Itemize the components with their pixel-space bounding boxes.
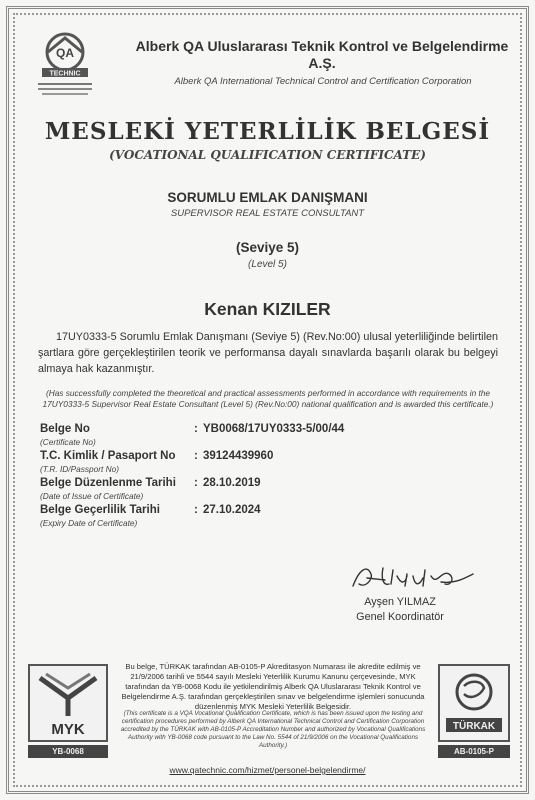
org-name-tr-line2: A.Ş. — [308, 55, 336, 71]
turkak-emblem-icon — [440, 666, 508, 740]
turkak-code: AB-0105-P — [438, 745, 510, 758]
footer-legal-tr: Bu belge, TÜRKAK tarafından AB-0105-P Akreditasyon Numarası ile akredite edilmiş ve 21/9/2006 tarihli ve 5544 sayılı Mesleki Yeterlilik Kurumu Kanunu çerçevesinde, MYK tarafından da YB-0068 Kodu ile yetkilendirilmiş Alberk QA Uluslararası Teknik Kontrol ve Belgelendirme A.Ş. tarafından gerçekleştirilen sınav ve belgelendirme işlemleri sonucunda düzenlenmiş MYK Mesleki Yeterlilik Belgesidir. — [121, 662, 425, 711]
alberk-qa-technic-logo — [28, 28, 102, 100]
logo-text: TECHNIC — [49, 70, 81, 78]
field-label-en: (Expiry Date of Certificate) — [40, 518, 138, 528]
field-label-en: (Date of Issue of Certificate) — [40, 491, 144, 501]
field-colon: : — [194, 423, 198, 435]
field-value: YB0068/17UY0333-5/00/44 — [203, 423, 345, 435]
field-label: T.C. Kimlik / Pasaport No — [40, 450, 176, 462]
statement-tr: 17UY0333-5 Sorumlu Emlak Danışmanı (Seviye 5) (Rev.No:00) ulusal yeterliliğinde belirtilen şartlara göre gerçekleştirilen teorik ve performansa dayalı sınavlarda başarılı olarak bu belgeyi almaya hak kazanmıştır. — [38, 331, 498, 375]
footer-legal-en: (This certificate is a VQA Vocational Qualification Certificate, which is has been issued upon the testing and certification procedures performed by Alberk QA International Technical Control and Certification Corporation accredited by the TÜRKAK with AB-0105-P Accreditation Number and authorized by Vocational Qualifications Authority with YB-0068 code pursuant to the Law No. 5544 of 21/9/2006 on the Vocational Qualifications Authority.) — [120, 710, 426, 749]
turkak-logo-text: TÜRKAK — [452, 721, 496, 732]
myk-logo — [28, 664, 108, 742]
turkak-logo — [438, 664, 510, 742]
certificate-fields — [40, 423, 500, 531]
holder-name: Kenan KIZILER — [204, 299, 331, 319]
org-name-en: Alberk QA International Technical Control and Certification Corporation — [174, 76, 472, 87]
myk-logo-text: MYK — [51, 721, 85, 738]
field-colon: : — [194, 504, 198, 516]
website-link[interactable]: www.qatechnic.com/hizmet/personel-belgelendirme/ — [169, 765, 366, 775]
field-expiry-date — [40, 504, 500, 531]
field-value: 27.10.2024 — [203, 504, 261, 516]
handwritten-signature — [345, 560, 480, 594]
qualification-name-tr: SORUMLU EMLAK DANIŞMANI — [167, 190, 368, 205]
field-issue-date — [40, 477, 500, 504]
field-colon: : — [194, 477, 198, 489]
myk-emblem-icon — [30, 666, 106, 740]
field-label: Belge Geçerlilik Tarihi — [40, 504, 160, 516]
field-label-en: (T.R. ID/Passport No) — [40, 464, 119, 474]
certificate-subtitle: (VOCATIONAL QUALIFICATION CERTIFICATE) — [109, 148, 426, 162]
field-label: Belge Düzenlenme Tarihi — [40, 477, 176, 489]
qualification-name-en: SUPERVISOR REAL ESTATE CONSULTANT — [170, 208, 365, 219]
signatory-role: Genel Koordinatör — [356, 611, 444, 623]
field-value: 28.10.2019 — [203, 477, 261, 489]
statement-en: (Has successfully completed the theoretical and practical assessments performed in accordance with requirements in the 17UY0333-5 Supervisor Real Estate Consultant (Level 5) (Rev.No:00) national qualification and is awarded this certificate.) — [42, 388, 494, 409]
field-colon: : — [194, 450, 198, 462]
field-certificate-no — [40, 423, 500, 450]
field-value: 39124439960 — [203, 450, 274, 462]
field-label: Belge No — [40, 423, 90, 435]
org-name-tr — [132, 38, 512, 72]
org-name-tr-line1: Alberk QA Uluslararası Teknik Kontrol ve Belgelendirme — [135, 38, 509, 54]
certificate-title: MESLEKİ YETERLİLİK BELGESİ — [44, 118, 491, 145]
signatory-name: Ayşen YILMAZ — [364, 596, 436, 608]
level-tr: (Seviye 5) — [235, 240, 300, 255]
field-label-en: (Certificate No) — [40, 437, 96, 447]
svg-text:QA: QA — [56, 46, 74, 60]
myk-code: YB-0068 — [28, 745, 108, 758]
field-id-no — [40, 450, 500, 477]
level-en: (Level 5) — [248, 259, 287, 270]
